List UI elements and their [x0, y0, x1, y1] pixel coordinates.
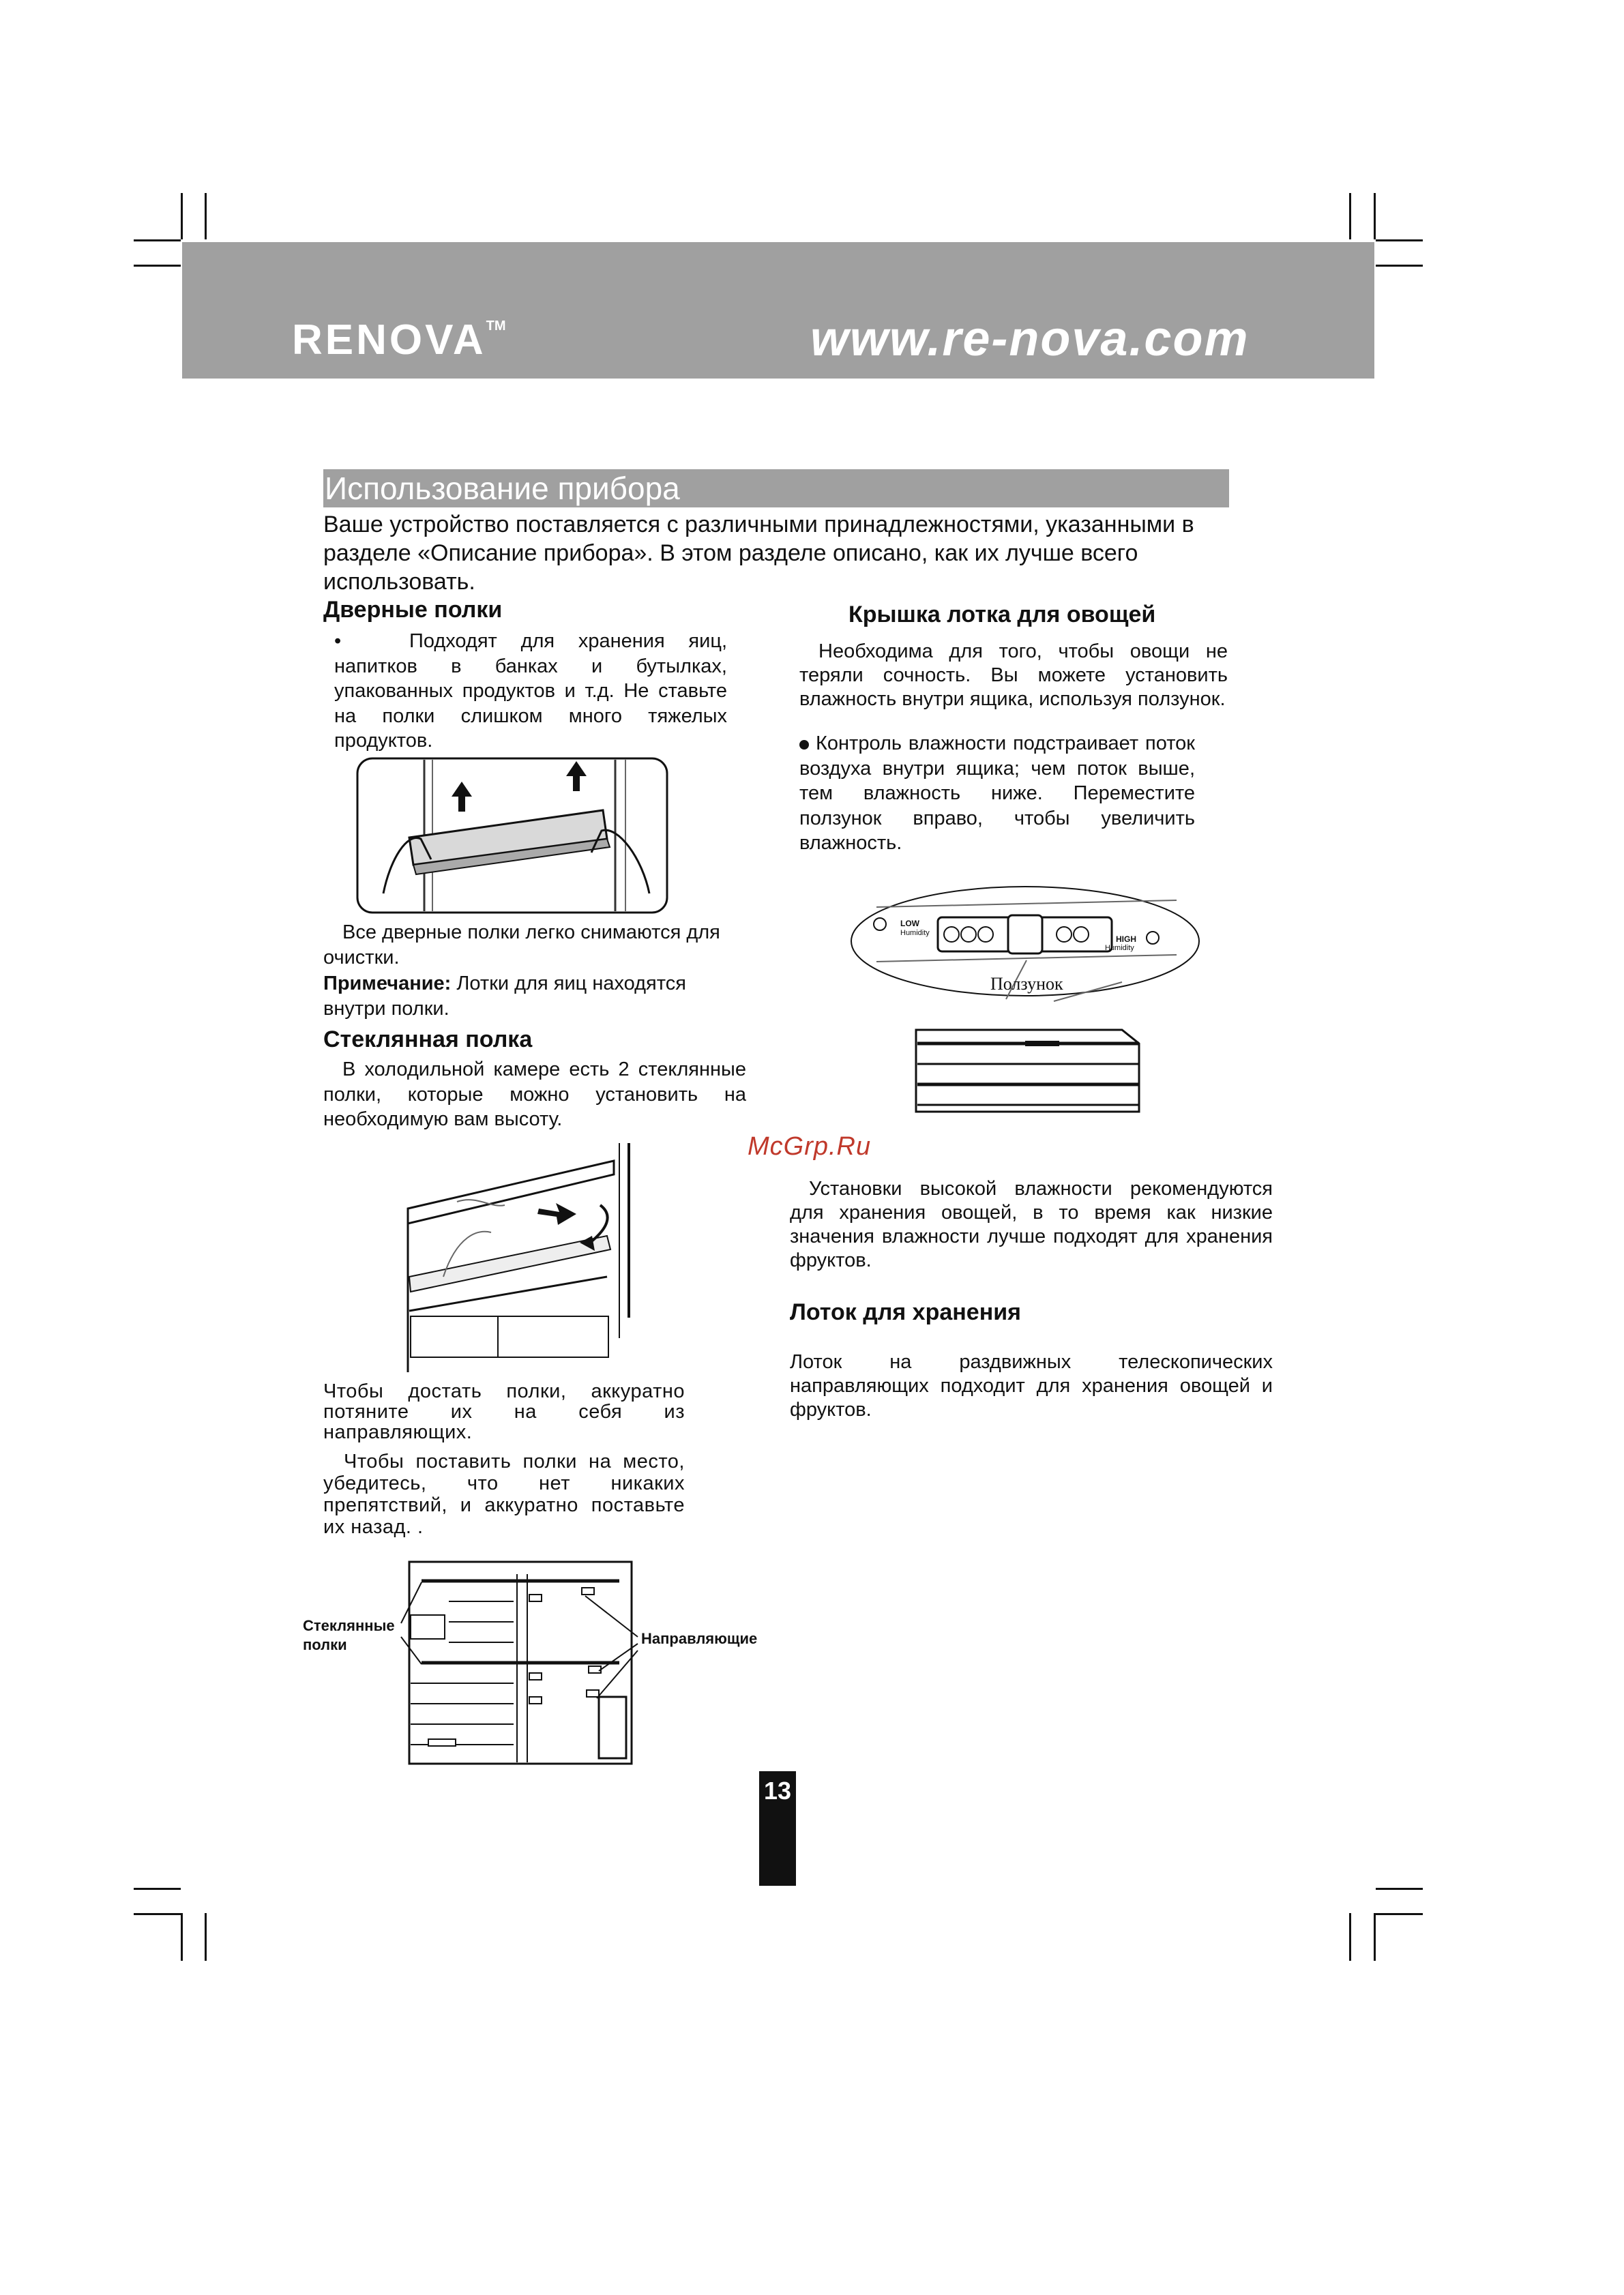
crisper-cover-text: Необходима для того, чтобы овощи не теряли сочность. Вы можете установить влажность внутри ящика, используя ползунок. — [799, 640, 1228, 710]
glass-shelf-illustration — [402, 1140, 641, 1376]
crop-mark — [1374, 1913, 1376, 1961]
crop-mark — [181, 193, 183, 239]
glass-shelf-heading: Стеклянная полка — [323, 1026, 533, 1052]
crop-mark — [1374, 193, 1376, 239]
crop-mark — [1376, 1888, 1423, 1890]
website-url[interactable]: www.re-nova.com — [810, 312, 1250, 366]
door-shelves-heading: Дверные полки — [323, 597, 503, 623]
label-high-humidity: Humidity — [1105, 944, 1134, 952]
crop-mark — [134, 1888, 181, 1890]
bullet-icon — [799, 740, 809, 750]
glass-shelf-install: Чтобы поставить полки на место, убедитесь, что нет никаких препятствий, и аккуратно поставьте их назад. . — [323, 1451, 685, 1538]
storage-tray-text: Лоток на раздвижных телескопических направляющих подходит для хранения овощей и фруктов. — [790, 1351, 1273, 1421]
humidity-recommendation: Установки высокой влажности рекомендуются для хранения овощей, в то время как низкие значения влажности лучше подходят для хранения фруктов. — [790, 1178, 1273, 1271]
crop-mark — [1376, 265, 1423, 267]
crop-mark — [134, 1913, 181, 1915]
label-low: LOW — [900, 919, 919, 928]
crop-mark — [205, 193, 207, 239]
glass-shelf-remove: Чтобы достать полки, аккуратно потяните их на себя из направляющих. — [323, 1380, 685, 1443]
humidity-control-illustration — [849, 880, 1204, 1125]
label-slider: Ползунок — [990, 974, 1063, 994]
crisper-cover-heading: Крышка лотка для овощей — [848, 602, 1156, 627]
crop-mark — [205, 1913, 207, 1961]
crop-mark — [1349, 193, 1351, 239]
label-low-humidity: Humidity — [900, 929, 930, 937]
door-shelves-text: • Подходят для хранения яиц, напитков в банках и бутылках, упакованных продуктов и т.д. Не ставьте на полки слишком много тяжелых продуктов. — [334, 630, 727, 752]
label-glass-shelves: Стеклянные полки — [303, 1617, 395, 1653]
crop-mark — [134, 239, 181, 241]
crop-mark — [181, 1913, 183, 1961]
crop-mark — [1376, 1913, 1423, 1915]
door-shelves-removable: Все дверные полки легко снимаются для очистки. — [323, 921, 720, 968]
page-number: 13 — [759, 1771, 796, 1886]
label-guides: Направляющие — [641, 1630, 758, 1647]
watermark: McGrp.Ru — [748, 1132, 872, 1161]
crisper-humidity-bullet: Контроль влажности подстраивает поток воздуха внутри ящика; чем поток выше, тем влажность ниже. Переместите ползунок вправо, чтобы увеличить влажность. — [799, 732, 1195, 854]
door-shelf-illustration — [356, 757, 668, 914]
door-shelves-note: Примечание: Лотки для яиц находятся внутри полки. — [323, 973, 686, 1020]
section-title: Использование прибора — [325, 471, 680, 506]
crop-mark — [1349, 1913, 1351, 1961]
brand-logo: RENOVA™ — [292, 316, 506, 364]
label-high: HIGH — [1116, 934, 1136, 944]
crop-mark — [1376, 239, 1423, 241]
shelves-guides-leaders — [382, 1569, 655, 1705]
crop-mark — [134, 265, 181, 267]
glass-shelf-text: В холодильной камере есть 2 стеклянные полки, которые можно установить на необходимую вам высоту. — [323, 1058, 746, 1130]
bullet-icon: • — [334, 630, 342, 652]
section-intro: Ваше устройство поставляется с различными принадлежностями, указанными в разделе «Описание прибора». В этом разделе описано, как их лучше всего использовать. — [323, 512, 1194, 595]
storage-tray-heading: Лоток для хранения — [790, 1299, 1021, 1325]
